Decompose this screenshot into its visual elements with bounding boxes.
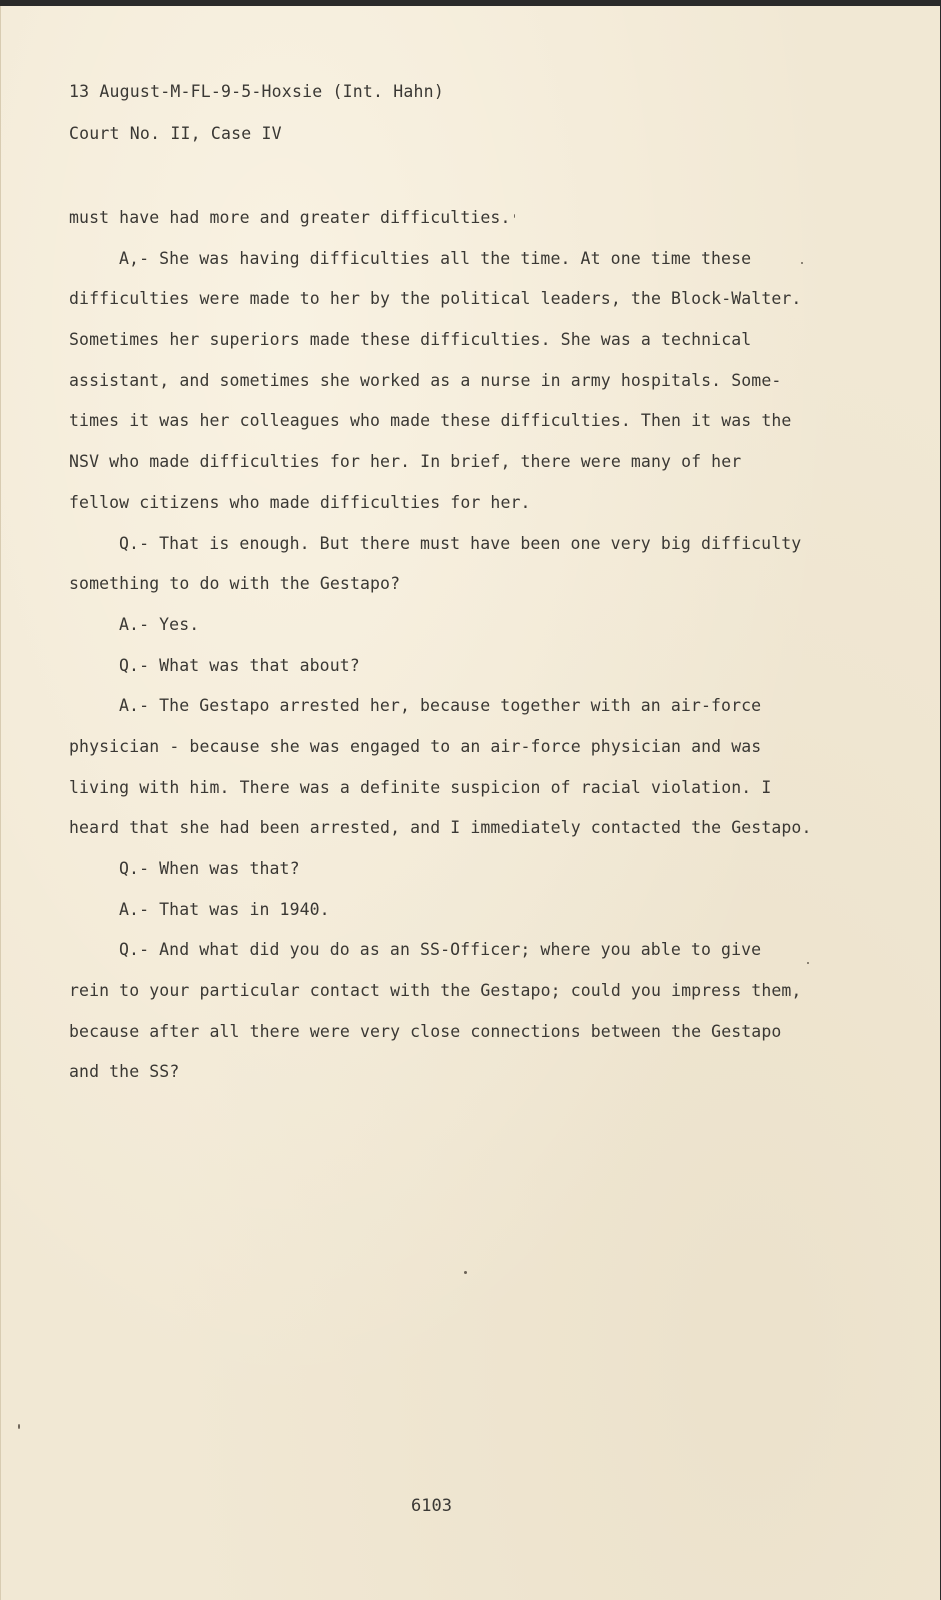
transcript-line: NSV who made difficulties for her. In brief, there were many of her <box>69 452 742 472</box>
header-line-1: 13 August-M-FL-9-5-Hoxsie (Int. Hahn) <box>69 82 444 101</box>
transcript-line: Q.- And what did you do as an SS-Officer; where you able to give <box>119 940 762 960</box>
transcript-line: A.- The Gestapo arrested her, because together with an air-force <box>119 696 762 716</box>
transcript-line: something to do with the Gestapo? <box>69 574 401 594</box>
transcript-line: difficulties were made to her by the political leaders, the Block-Walter. <box>69 289 802 309</box>
transcript-body <box>69 204 849 1099</box>
document-page <box>0 6 940 1600</box>
transcript-line: A,- She was having difficulties all the time. At one time these <box>119 248 752 268</box>
header-line-2: Court No. II, Case IV <box>69 124 282 143</box>
transcript-line: physician - because she was engaged to an air-force physician and was <box>69 736 762 756</box>
transcript-line: living with him. There was a definite suspicion of racial violation. I <box>69 777 772 797</box>
transcript-line: Q.- When was that? <box>119 859 300 878</box>
paper-speck <box>801 262 803 264</box>
page-number: 6103 <box>411 1496 452 1516</box>
paper-speck <box>464 1271 467 1274</box>
transcript-line: Q.- What was that about? <box>119 655 360 675</box>
transcript-line: A.- Yes. <box>119 614 200 634</box>
transcript-line: A.- That was in 1940. <box>119 899 330 919</box>
paper-speck <box>514 214 515 218</box>
transcript-line: rein to your particular contact with the Gestapo; could you impress them, <box>69 981 802 1001</box>
paper-speck <box>807 962 809 964</box>
transcript-line: heard that she had been arrested, and I immediately contacted the Gestapo. <box>69 818 812 838</box>
transcript-line: because after all there were very close connections between the Gestapo <box>69 1021 782 1041</box>
paper-speck <box>18 1424 20 1429</box>
transcript-line: assistant, and sometimes she worked as a nurse in army hospitals. Some- <box>69 370 782 390</box>
transcript-line: Q.- That is enough. But there must have been one very big difficulty <box>119 533 802 553</box>
transcript-line: must have had more and greater difficulties. <box>69 208 511 227</box>
transcript-line: and the SS? <box>69 1062 180 1082</box>
transcript-line: times it was her colleagues who made these difficulties. Then it was the <box>69 411 792 431</box>
transcript-line: fellow citizens who made difficulties for her. <box>69 492 531 512</box>
transcript-line: Sometimes her superiors made these difficulties. She was a technical <box>69 330 752 350</box>
